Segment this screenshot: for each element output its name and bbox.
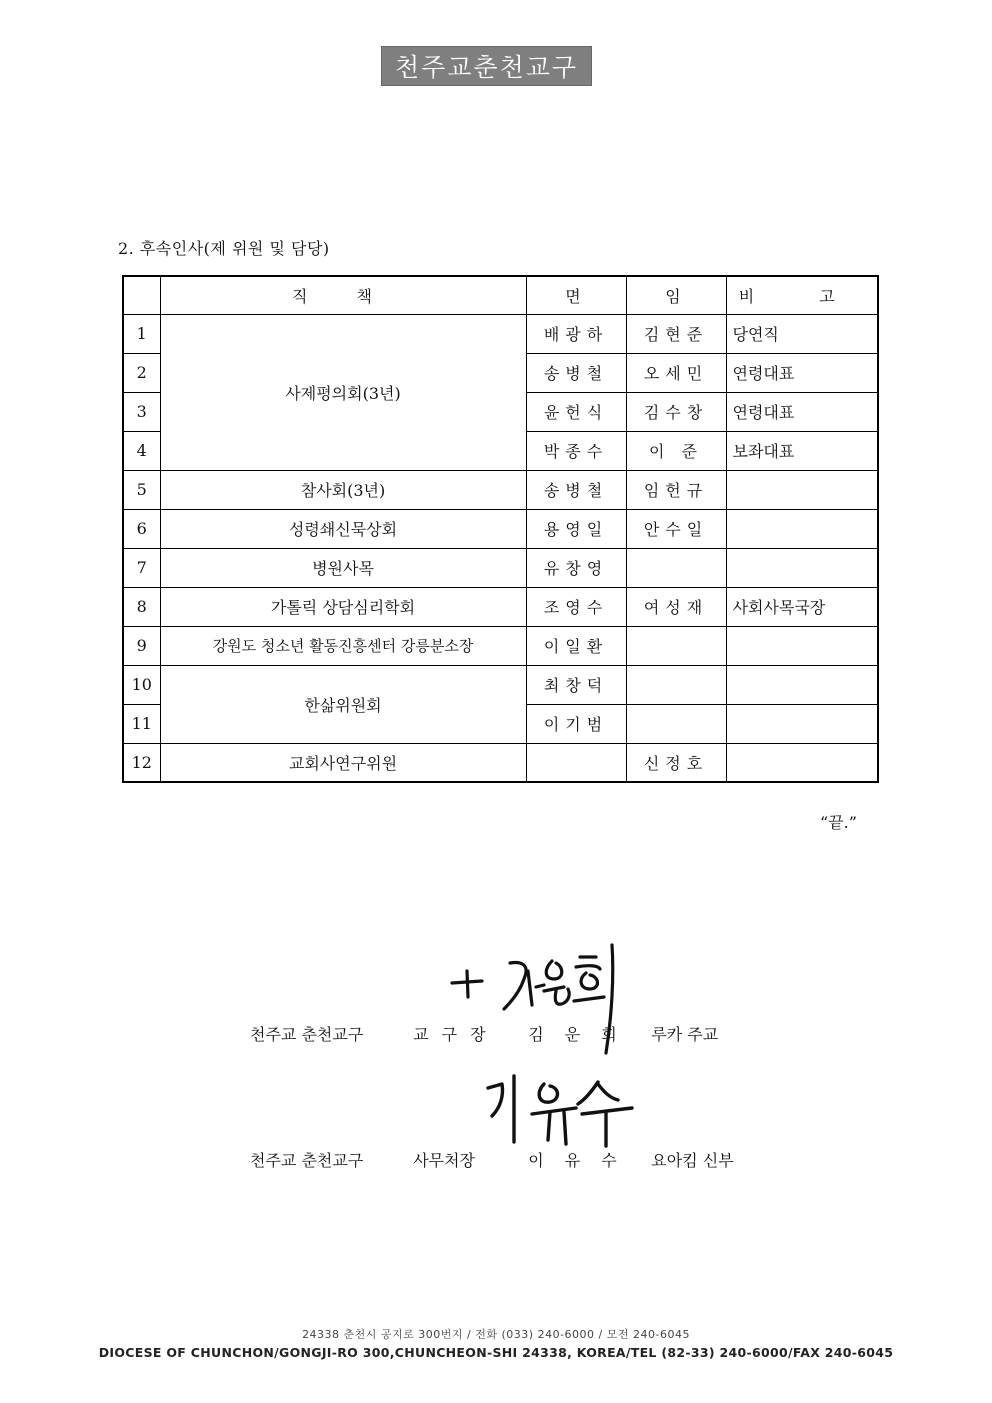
- row-name: 조영수: [526, 587, 626, 626]
- table-row: [123, 548, 878, 587]
- row-note: 사회사목국장: [726, 587, 878, 626]
- row-note: 보좌대표: [726, 431, 878, 470]
- row-new: 오세민: [626, 353, 726, 392]
- row-note: [726, 470, 878, 509]
- header-position: 직 책: [160, 276, 526, 314]
- row-name: 최창덕: [526, 665, 626, 704]
- row-number: 3: [123, 392, 160, 431]
- row-note: [726, 704, 878, 743]
- row-name: 윤헌식: [526, 392, 626, 431]
- row-name: 박종수: [526, 431, 626, 470]
- row-note: [726, 743, 878, 782]
- table-row: [123, 587, 878, 626]
- footer-address-english: DIOCESE OF CHUNCHON/GONGJI-RO 300,CHUNCHEON-SHI 24338, KOREA/TEL (82-33) 240-6000/FAX 240-6045: [98, 1345, 894, 1360]
- row-name: 용영일: [526, 509, 626, 548]
- row-new: 이 준: [626, 431, 726, 470]
- row-new: 신정호: [626, 743, 726, 782]
- row-name: 이기범: [526, 704, 626, 743]
- row-name: 이일환: [526, 626, 626, 665]
- row-number: 5: [123, 470, 160, 509]
- row-position: 사제평의회(3년): [160, 314, 526, 470]
- table-row: [123, 665, 878, 704]
- header-note: 비 고: [726, 276, 878, 314]
- row-name: 송병철: [526, 470, 626, 509]
- row-new: [626, 704, 726, 743]
- chancellor-signature-line: [250, 1148, 734, 1171]
- row-position: 참사회(3년): [160, 470, 526, 509]
- row-note: [726, 509, 878, 548]
- row-number: 8: [123, 587, 160, 626]
- row-position: 가톨릭 상담심리학회: [160, 587, 526, 626]
- header-new: 임: [626, 276, 726, 314]
- row-name: 배광하: [526, 314, 626, 353]
- chancellor-title: 사무처장: [413, 1151, 475, 1170]
- chancellor-signature-image: [480, 1070, 650, 1150]
- row-name: 유창영: [526, 548, 626, 587]
- chancellor-name: 이 유 수: [528, 1151, 625, 1170]
- chancellor-org: 천주교 춘천교구: [250, 1151, 364, 1170]
- row-number: 2: [123, 353, 160, 392]
- row-note: 당연직: [726, 314, 878, 353]
- bishop-title: 교 구 장: [413, 1025, 490, 1044]
- bishop-org: 천주교 춘천교구: [250, 1025, 364, 1044]
- bishop-name: 김 운 회: [528, 1025, 625, 1044]
- row-number: 11: [123, 704, 160, 743]
- personnel-table: [122, 275, 879, 783]
- row-number: 4: [123, 431, 160, 470]
- row-new: 임헌규: [626, 470, 726, 509]
- row-new: [626, 548, 726, 587]
- row-position: 한삶위원회: [160, 665, 526, 743]
- row-name: 송병철: [526, 353, 626, 392]
- row-number: 6: [123, 509, 160, 548]
- row-new: 김현준: [626, 314, 726, 353]
- row-new: [626, 665, 726, 704]
- table-row: [123, 470, 878, 509]
- row-position: 성령쇄신묵상회: [160, 509, 526, 548]
- row-number: 10: [123, 665, 160, 704]
- row-position: 교회사연구위원: [160, 743, 526, 782]
- row-number: 9: [123, 626, 160, 665]
- table-row: [123, 509, 878, 548]
- table-row: [123, 314, 878, 353]
- row-note: [726, 665, 878, 704]
- row-number: 1: [123, 314, 160, 353]
- row-new: 김수창: [626, 392, 726, 431]
- bishop-signature-line: [250, 1022, 718, 1045]
- row-note: [726, 626, 878, 665]
- bishop-role: 루카 주교: [651, 1025, 719, 1044]
- header-name: 면: [526, 276, 626, 314]
- row-name: [526, 743, 626, 782]
- section-title: 2. 후속인사(제 위원 및 담당): [118, 239, 330, 258]
- row-number: 7: [123, 548, 160, 587]
- row-note: [726, 548, 878, 587]
- row-number: 12: [123, 743, 160, 782]
- table-row: [123, 743, 878, 782]
- row-position: 병원사목: [160, 548, 526, 587]
- row-new: 안수일: [626, 509, 726, 548]
- row-note: 연령대표: [726, 353, 878, 392]
- end-mark: “끝.”: [820, 813, 857, 832]
- diocese-logo: 천주교춘천교구: [381, 46, 592, 86]
- table-row: [123, 626, 878, 665]
- row-new: 여성재: [626, 587, 726, 626]
- footer-address-korean: 24338 춘천시 공지로 300번지 / 전화 (033) 240-6000 / 모전 240-6045: [302, 1328, 690, 1341]
- header-number: [123, 276, 160, 314]
- table-header-row: [123, 276, 878, 314]
- row-note: 연령대표: [726, 392, 878, 431]
- row-position: 강원도 청소년 활동진흥센터 강릉분소장: [160, 626, 526, 665]
- row-new: [626, 626, 726, 665]
- chancellor-role: 요아킴 신부: [651, 1151, 734, 1170]
